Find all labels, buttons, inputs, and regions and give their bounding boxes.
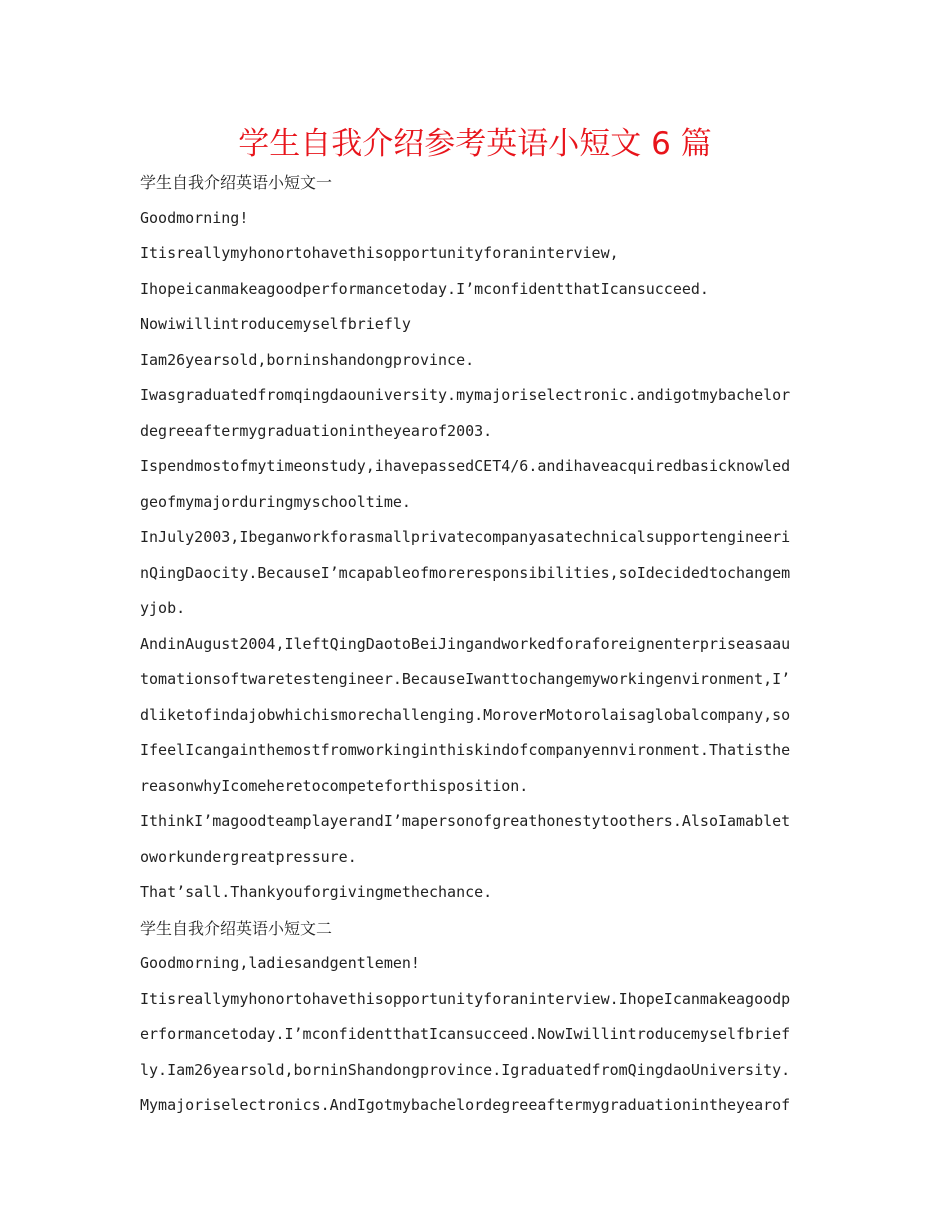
text-line: dliketofindajobwhichismorechallenging.MoroverMotorolaisaglobalcompany,so <box>140 705 791 724</box>
text-line: Iwasgraduatedfromqingdaouniversity.mymajoriselectronic.andigotmybachelor <box>140 386 791 404</box>
text-line: Itisreallymyhonortohavethisopportunityforaninterview.IhopeIcanmakeagoodp <box>140 989 791 1008</box>
text-line: Iam26yearsold,borninshandongprovince. <box>140 350 475 369</box>
text-line: yjob. <box>140 599 186 617</box>
text-line: ly.Iam26yearsold,borninShandongprovince.IgraduatedfromQingdaoUniversity. <box>140 1060 791 1079</box>
text-line: That’sall.Thankyouforgivingmethechance. <box>140 883 493 901</box>
text-line: erformancetoday.I’mconfidentthatIcansucceed.NowIwillintroducemyselfbrief <box>140 1025 791 1043</box>
document-body <box>140 165 820 1124</box>
text-line: Nowiwillintroducemyselfbriefly <box>140 315 411 333</box>
section-heading: 学生自我介绍英语小短文一 <box>140 173 333 192</box>
text-line: Goodmorning,ladiesandgentlemen! <box>140 954 420 972</box>
text-line: IfeelIcangainthemostfromworkinginthiskindofcompanyennvironment.Thatisthe <box>140 741 791 759</box>
text-line: reasonwhyIcomeheretocompeteforthisposition. <box>140 776 529 795</box>
text-line: IthinkI’magoodteamplayerandI’mapersonofgreathonestytoothers.AlsoIamablet <box>140 812 791 830</box>
text-line: nQingDaocity.BecauseI’mcapableofmoreresponsibilities,soIdecidedtochangem <box>140 563 791 582</box>
text-line: degreeaftermygraduationintheyearof2003. <box>140 421 493 440</box>
text-line: Itisreallymyhonortohavethisopportunityforaninterview, <box>140 244 619 262</box>
text-line: Goodmorning! <box>140 208 249 227</box>
text-line: Mymajoriselectronics.AndIgotmybachelordegreeaftermygraduationintheyearof <box>140 1096 791 1114</box>
text-line: geofmymajorduringmyschooltime. <box>140 492 411 511</box>
section-heading: 学生自我介绍英语小短文二 <box>140 918 333 938</box>
text-line: tomationsoftwaretestengineer.BecauseIwanttochangemyworkingenvironment,I’ <box>140 670 791 688</box>
text-line: Ispendmostofmytimeonstudy,ihavepassedCET4/6.andihaveacquiredbasicknowled <box>140 457 791 475</box>
text-line: AndinAugust2004,IleftQingDaotoBeiJingandworkedforaforeignenterpriseasaau <box>140 634 791 653</box>
document-title: 学生自我介绍参考英语小短文 6 篇 <box>238 126 712 162</box>
text-line: oworkundergreatpressure. <box>140 847 357 866</box>
text-line: Ihopeicanmakeagoodperformancetoday.I’mconfidentthatIcansucceed. <box>140 279 709 298</box>
text-line: InJuly2003,Ibeganworkforasmallprivatecompanyasatechnicalsupportengineeri <box>140 528 791 546</box>
